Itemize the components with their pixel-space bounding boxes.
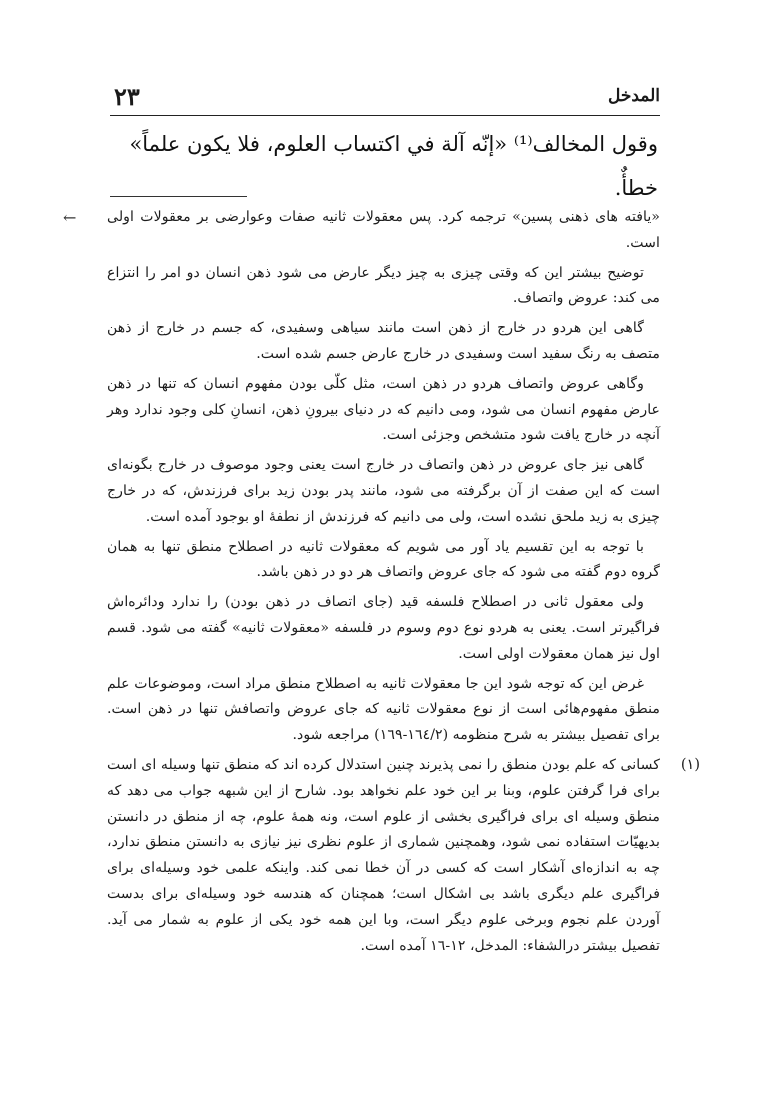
- footnote-continuation: [63, 205, 660, 257]
- footnote-paragraph: ولى معقول ثانى در اصطلاح فلسفه قيد (جاى اتصاف در ذهن بودن) را ندارد ودائره‌اش فراگيرتر است. يعنى به هردو نوع دوم وسوم در فلسفه «معقولات ثانيه» گفته مى شود. قسم اول نيز همان معقولات اولى است.: [107, 594, 660, 662]
- footnote-paragraph: توضيح بيشتر اين كه وقتى چيزى به چيز ديگر عارض مى شود ذهن انسان دو امر را انتزاع مى كند: عروض واتصاف.: [107, 264, 660, 307]
- footnote-1-text: كسانى كه علم بودن منطق را نمى پذيرند چنين استدلال كرده اند كه منطق تنها وسيله اى است براى فرا گرفتن علوم، وبنا بر اين خود علم نخواهد بود. شارح از اين شبهه جواب مى دهد كه منطق وسيله اى براى فراگيرى بخشى از علوم است، ونه همهٔ علوم، چه از منطق در دانستن بديهيّات استفاده نمى شود، وهمچنين شمارى از علوم نظرى نيز نيازى به دانستن منطق ندارد، چه به اندازه‌اى آشكار است كه كسى در آن خطا نمى كند. واينكه علمى خود وسيله‌اى براى فراگيرى علم ديگرى باشد بى اشكال است؛ همچنان كه هندسه خود وسيله‌اى براى بدست آوردن علم نجوم وبرخى علوم ديگر است، وبا اين همه خود يكى از علوم به شمار مى آيد. تفصيل بيشتر درالشفاء: المدخل، ١٢-١٦ آمده است.: [107, 756, 660, 954]
- continuation-arrow-icon: ←: [63, 208, 77, 227]
- footnote-paragraph: گاهى نيز جاى عروض در ذهن واتصاف در خارج است يعنى وجود موصوف در خارج بگونه‌اى است كه اين صفت از آن برگرفته مى شود، مانند پدر بودن زيد براى فرزندش، كه در خارج چيزى به زيد ملحق نشده است، ولى مى دانيم كه فرزندش از نطفهٔ او بوجود آمده است.: [107, 457, 660, 525]
- footnote-paragraph: با توجه به اين تقسيم ياد آور مى شويم كه معقولات ثانيه در اصطلاح منطق تنها به همان گروه دوم گفته مى شود كه جاى عروض واتصاف هر دو در ذهن باشد.: [107, 538, 660, 581]
- main-text: وقول المخالف⁽¹⁾ «إنّه آلة في اكتساب العلوم، فلا يكون علماً» خطأٌ.: [129, 132, 658, 200]
- footnote-paragraph: وگاهى عروض واتصاف هردو در ذهن است، مثل كلّى بودن مفهوم انسان كه تنها در ذهن عارض مفهوم انسان مى شود، ومى دانيم كه در دنياى بيرونِ ذهن، انسانِ كلى وجود ندارد وهر آنچه در خارج يافت شود متشخص وجزئى است.: [107, 375, 660, 444]
- footnotes: [63, 205, 700, 963]
- running-title: المدخل: [607, 86, 660, 106]
- footnote-separator: [110, 196, 247, 197]
- footnote-paragraph: غرض اين كه توجه شود اين جا معقولات ثانيه به اصطلاح منطق مراد است، وموضوعات علم منطق مفهوم‌هائى است از نوع معقولات ثانيه كه جاى عروض واتصافش تنها در ذهن است. براى تفصيل بيشتر به شرح منظومه (١٦٤/٢-١٦٩) مراجعه شود.: [107, 675, 660, 744]
- footnote-1: [107, 753, 700, 959]
- page-header: [110, 84, 660, 112]
- footnote-paragraph: «يافته هاى ذهنى پسين» ترجمه كرد. پس معقولات ثانيه صفات وعوارضى بر معقولات اولى است.: [107, 209, 660, 251]
- footnote-paragraph: گاهى اين هردو در خارج از ذهن است مانند سياهى وسفيدى، كه جسم در خارج از ذهن متصف به رنگ سفيد است وسفيدى در خارج عارض جسم شده است.: [107, 320, 660, 362]
- page-number: ٢٣: [114, 82, 140, 111]
- header-rule: [110, 115, 660, 116]
- footnote-1-label: (١): [680, 756, 700, 773]
